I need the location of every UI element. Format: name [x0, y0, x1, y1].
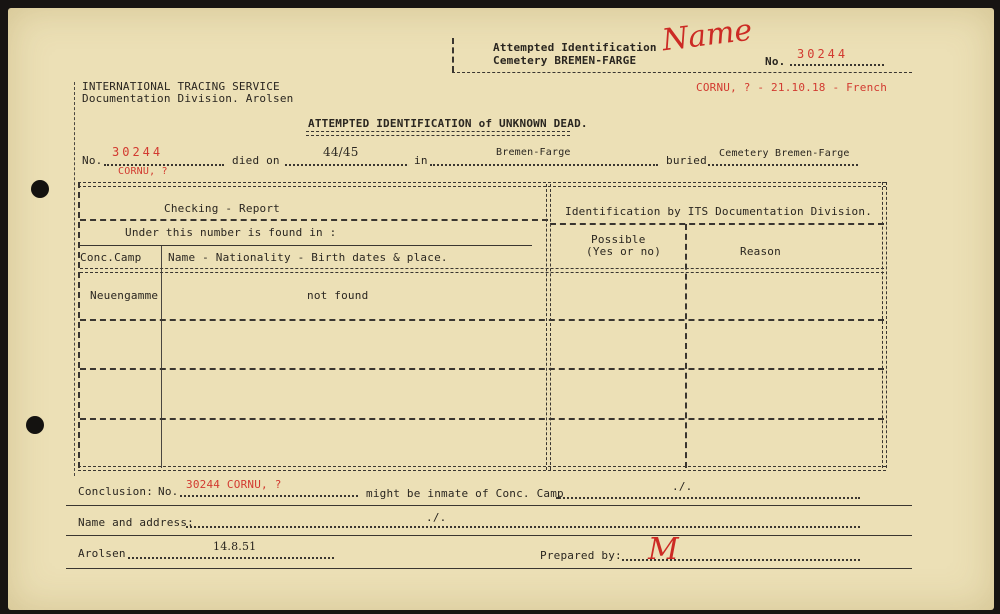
row-1-camp: Neuengamme [90, 289, 159, 302]
title-underline [306, 131, 570, 136]
table-left-border [78, 182, 80, 468]
person-reference: CORNU, ? - 21.10.18 - French [696, 81, 888, 94]
footer-rule-1 [66, 505, 912, 506]
footer-rule-2 [66, 535, 912, 536]
col-header-name: Name - Nationality - Birth dates & place. [168, 251, 448, 264]
prepared-by-signature: M [648, 532, 679, 567]
col-header-camp: Conc.Camp [80, 251, 142, 264]
prepared-by-label: Prepared by: [540, 549, 622, 562]
date-value: 14.8.51 [213, 540, 257, 553]
record-died-dots [285, 164, 407, 166]
record-name-under: CORNU, ? [118, 166, 168, 177]
header-box-bottom-border [452, 72, 912, 73]
record-no-value: 30244 [112, 145, 164, 159]
record-died-label: died on [232, 154, 280, 167]
under-number-label: Under this number is found in : [125, 226, 337, 239]
table-line-identification [550, 223, 884, 225]
checking-report-header: Checking - Report [164, 202, 280, 215]
inmate-label: might be inmate of Conc. Camp [366, 487, 564, 500]
record-no-label: No. [82, 154, 103, 167]
table-bottom-border [78, 466, 886, 471]
conclusion-label: Conclusion: [78, 485, 154, 498]
org-line2: Documentation Division. Arolsen [82, 92, 294, 105]
record-buried-value: Cemetery Bremen-Farge [719, 148, 850, 159]
table-divider-main [546, 184, 551, 470]
col-header-possible-2: (Yes or no) [586, 245, 662, 258]
name-address-label: Name and address: [78, 516, 194, 529]
table-line-checking [80, 219, 548, 221]
org-line1: INTERNATIONAL TRACING SERVICE [82, 80, 280, 93]
table-header-bottom [80, 268, 884, 273]
record-place-dots [430, 164, 658, 166]
table-divider-possible [685, 224, 687, 468]
col-header-reason: Reason [740, 245, 781, 258]
handwritten-name: Name [660, 12, 755, 59]
record-buried-dots [708, 164, 858, 166]
document-title: ATTEMPTED IDENTIFICATION of UNKNOWN DEAD. [308, 117, 588, 130]
conclusion-no-dots [180, 495, 358, 497]
record-buried-label: buried [666, 154, 707, 167]
identification-header: Identification by ITS Documentation Division. [565, 205, 873, 218]
header-no-label: No. [765, 55, 786, 68]
conclusion-no-label: No. [158, 485, 179, 498]
conclusion-no-value: 30244 CORNU, ? [186, 478, 282, 491]
record-died-value: 44/45 [323, 145, 359, 159]
punch-hole-bottom [26, 416, 44, 434]
header-box-left-border [452, 38, 454, 72]
table-row-line-3 [80, 418, 884, 420]
record-in-label: in [414, 154, 428, 167]
inmate-dots [556, 497, 860, 499]
col-header-possible-1: Possible [591, 233, 646, 246]
name-address-value: ./. [426, 511, 447, 524]
card-left-rule [74, 82, 75, 476]
table-divider-camp [161, 246, 162, 468]
footer-rule-3 [66, 568, 912, 569]
header-box-line2: Cemetery BREMEN-FARGE [493, 54, 637, 67]
table-line-under [80, 245, 532, 246]
date-dots [128, 557, 334, 559]
row-1-name: not found [307, 289, 369, 302]
header-box-line1: Attempted Identification [493, 41, 657, 54]
table-row-line-2 [80, 368, 884, 370]
name-address-dots [186, 526, 860, 528]
header-no-dots [790, 64, 884, 66]
arolsen-label: Arolsen [78, 547, 126, 560]
punch-hole-top [31, 180, 49, 198]
table-top-border [78, 182, 886, 187]
inmate-value: ./. [672, 480, 693, 493]
header-no-value: 30244 [797, 47, 849, 61]
record-place-value: Bremen-Farge [496, 147, 571, 158]
table-row-line-1 [80, 319, 884, 321]
